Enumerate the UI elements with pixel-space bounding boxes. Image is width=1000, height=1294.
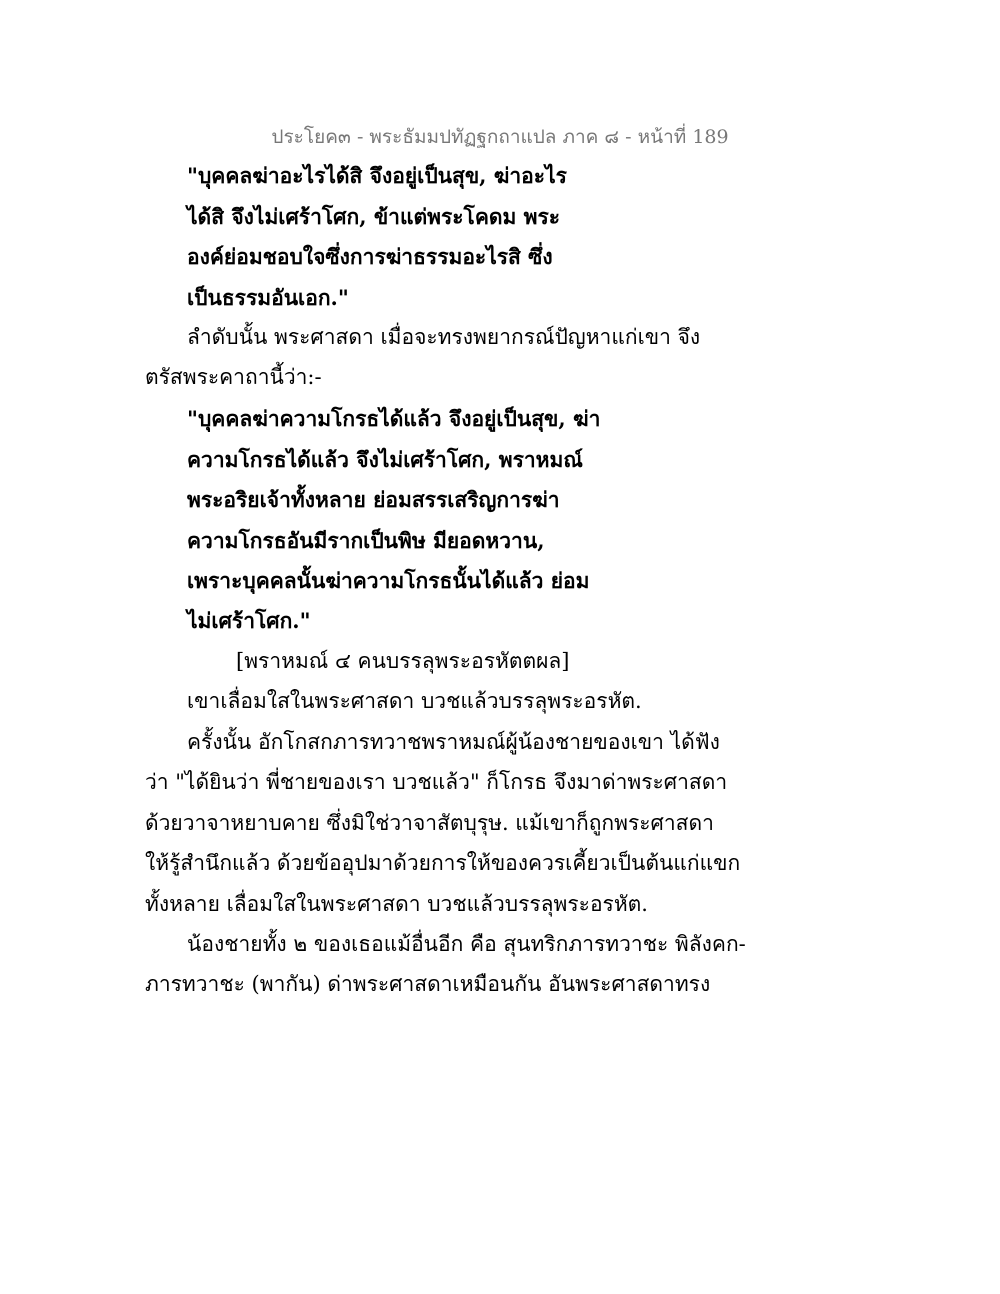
para1-line-1: เขาเลื่อมใสในพระศาสดา บวชแล้วบรรลุพระอรหัต. (187, 689, 642, 713)
quote2-line-4: ความโกรธอันมีรากเป็นพิษ มียอดหวาน, (187, 528, 545, 553)
quote1-line-2: ได้สิ จึงไม่เศร้าโศก, ข้าแต่พระโคดม พระ (187, 204, 561, 229)
para2-line-4: ให้รู้สำนึกแล้ว ด้วยข้ออุปมาด้วยการให้ของควรเคี้ยวเป็นต้นแก่แขก (145, 851, 741, 875)
quote1-line-4: เป็นธรรมอันเอก." (187, 285, 349, 310)
para2-line-3: ด้วยวาจาหยาบคาย ซึ่งมิใช่วาจาสัตบุรุษ. แม้เขาก็ถูกพระศาสดา (145, 811, 714, 835)
quote2-line-3: พระอริยเจ้าทั้งหลาย ย่อมสรรเสริญการฆ่า (187, 487, 560, 512)
para3-line-1: น้องชายทั้ง ๒ ของเธอแม้อื่นอีก คือ สุนทริกภารทวาชะ พิลังคก- (187, 932, 746, 956)
para2-line-5: ทั้งหลาย เลื่อมใสในพระศาสดา บวชแล้วบรรลุพระอรหัต. (145, 892, 648, 916)
page-header: ประโยค๓ - พระธัมมปทัฏฐกถาแปล ภาค ๘ - หน้าที่ 189 (271, 126, 729, 148)
para3-line-2: ภารทวาชะ (พากัน) ด่าพระศาสดาเหมือนกัน อันพระศาสดาทรง (145, 972, 711, 996)
quote1-line-1: "บุคคลฆ่าอะไรได้สิ จึงอยู่เป็นสุข, ฆ่าอะไร (187, 163, 567, 188)
quote2-line-2: ความโกรธได้แล้ว จึงไม่เศร้าโศก, พราหมณ์ (187, 447, 583, 472)
quote1-line-3: องค์ย่อมชอบใจซึ่งการฆ่าธรรมอะไรสิ ซึ่ง (187, 244, 553, 269)
para2-line-2: ว่า "ได้ยินว่า พี่ชายของเรา บวชแล้ว" ก็โกรธ จึงมาด่าพระศาสดา (145, 770, 728, 794)
section-title: [พราหมณ์ ๔ คนบรรลุพระอรหัตตผล] (236, 649, 570, 673)
para2-line-1: ครั้งนั้น อักโกสกภารทวาชพราหมณ์ผู้น้องชายของเขา ได้ฟัง (187, 730, 720, 754)
quote2-line-5: เพราะบุคคลนั้นฆ่าความโกรธนั้นได้แล้ว ย่อม (187, 568, 590, 593)
intro-line-2: ตรัสพระคาถานี้ว่า:- (145, 365, 322, 389)
quote2-line-1: "บุคคลฆ่าความโกรธได้แล้ว จึงอยู่เป็นสุข, ฆ่า (187, 406, 601, 431)
intro-line-1: ลำดับนั้น พระศาสดา เมื่อจะทรงพยากรณ์ปัญหาแก่เขา จึง (187, 325, 701, 349)
quote2-line-6: ไม่เศร้าโศก." (187, 608, 311, 633)
